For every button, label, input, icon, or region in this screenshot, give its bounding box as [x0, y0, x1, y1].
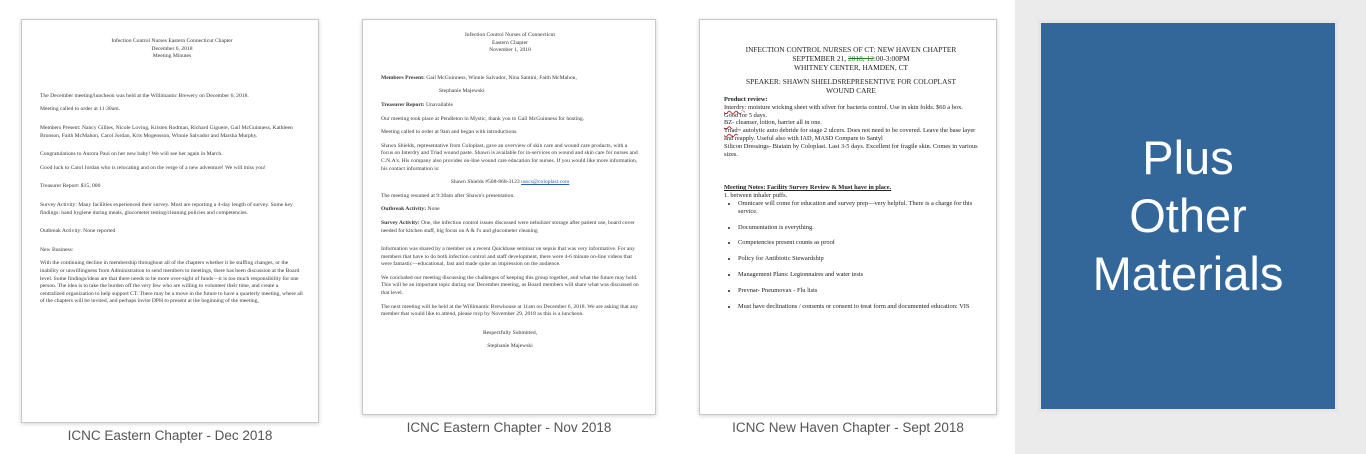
meeting-notes-label: Meeting Notes: Facility Survey Review & Must have in place. [724, 184, 892, 192]
notes-list [724, 200, 978, 310]
doc-paragraph: Congratulations to Aurora Paul on her new baby! We will see her again in March. [40, 151, 223, 158]
product-item [724, 143, 978, 159]
doc-caption: ICNC Eastern Chapter - Dec 2018 [67, 428, 273, 443]
document-thumbnail-nov-2018[interactable] [362, 19, 656, 415]
time-text: :00-3:00PM [873, 53, 910, 63]
product-item [724, 119, 978, 127]
product-text: : moisture wicking sheet with silver for bacteria control. Use in skin folds. $60 a box. Good for 5 days. [724, 103, 963, 119]
doc-header [724, 46, 978, 96]
date-strike-text: 2018, 12 [848, 53, 874, 63]
survey-line [381, 220, 639, 235]
product-text: - cleanser, lotion, barrier all in one. [732, 119, 822, 127]
product-name: Silicon Dressings [724, 142, 769, 150]
product-item [724, 127, 978, 143]
doc-paragraph: Meeting called to order at 11:30am. [40, 106, 120, 113]
doc-paragraph: Outbreak Activity: None reported [40, 228, 116, 235]
survey-label: Survey Activity: [381, 219, 420, 226]
doc-paragraph: New Business: [40, 246, 74, 253]
product-review-label: Product review: [724, 95, 768, 103]
plus-box-text [1093, 129, 1284, 303]
doc-paragraph: Good luck to Carol Jordan who is relocating and on the verge of a new adventure! We will miss you! [40, 164, 266, 171]
email-link[interactable]: usscs@coloplast.com [521, 179, 570, 186]
product-text: = autolytic auto debride for stage 2 ulcers. Does not need to be covered. Leave the base layer and reapply. Useful also with IAD, MASD Compare to Santyl [724, 127, 976, 142]
contact-line [381, 179, 639, 187]
document-thumbnail-dec-2018[interactable] [21, 19, 319, 423]
outbreak-label: Outbreak Activity: [381, 206, 427, 213]
product-name: Interdry [724, 103, 745, 111]
doc-paragraph: Our meeting took place at Pendleton in Mystic, thank you to Gail McGuinness for hosting. [381, 115, 585, 122]
doc-paragraph: Survey Activity: Many facilities experienced their survey. Most are reporting a 4-day length of survey. Some key findings: hand hygiene during meals, glucometer testing/cleaning policies and competencies. [40, 201, 293, 216]
doc-header [381, 32, 639, 55]
list-item: • Policy for Antibiotic Stewardship [738, 255, 978, 263]
doc-paragraph: With the continuing decline in membership throughout all of the chapters whether it be staffing changes, or the inability or unwillingness from Administration to send members to meetings, there has been discussion at the Board level. Some findings/ideas are that there needs to be more over-sight of funds—it is too much responsibility for one person. The idea is to take the burden off the very few who are willing to volunteer their time, and create a centralized organization to help support CT. There may be a move in the future to have a quarterly meeting, where all of the chapters will be invited, and perhaps invite DPH to present at the beginning of the meeting, [40, 260, 303, 305]
doc-header-line: Infection Control Nurses of Connecticut [464, 32, 556, 38]
signer-name: Stephanie Majewski [487, 343, 533, 350]
speaker-line: SPEAKER: SHAWN SHIELDSREPRESENTIVE FOR COLOPLAST [745, 77, 957, 87]
list-item: • Prevnar- Pneumovax - Flu lists [738, 287, 978, 295]
notes-first-line: 1. between inhaler puffs. [724, 192, 788, 200]
list-item: • Documentation is everything. [738, 224, 978, 232]
doc-header-line: Eastern Chapter [492, 39, 528, 46]
speaker-line: WOUND CARE [826, 86, 876, 96]
treasurer-label: Treasurer Report: [381, 101, 425, 108]
doc-header-line: WHITNEY CENTER, HAMDEN, CT [793, 62, 909, 72]
treasurer-text: Unavailable [425, 101, 453, 108]
doc-header-line: Infection Control Nurses Eastern Connecticut Chapter [111, 38, 233, 44]
treasurer-line [381, 102, 639, 110]
plus-box-line: Other [1129, 189, 1247, 242]
doc-paragraph: Members Present: Nancy Gillies, Nicole Loving, Kristen Rodman, Richard Giguere, Gail McGuinness, Kathleen Bronson, Faith McMahon, Carol Jordan, Kris Mogensson, Winnie Salvador and Marsha Murphy. [40, 124, 293, 139]
members-label: Members Present: [381, 74, 425, 81]
doc-paragraph: The meeting resumed at 9:30am after Shawn's presentation. [381, 192, 515, 199]
doc-paragraph: Information was shared by a member on a recent Quickbase seminar on sepsis that was very informative. For any members that have to do both infection control and staff development, there were 4-6 minute on-line videos that were fantastic—educational, fast and made quite an impression on the audience. [381, 246, 635, 268]
doc-paragraph: We concluded our meeting discussing the challenges of keeping this group together, and what the future may hold. This will be an important topic during our December meeting, as Board members will share what was discussed on that level. [381, 274, 639, 297]
list-item: • Must have declinations / consents or consent to treat form and documented education: VIS [738, 303, 978, 311]
doc-paragraph: Shawn Shields, representative from Coloplast, gave an overview of skin care and wound care products, with a focus on Interdry and Triad wound paste. Shawn is available for in-services on wound and skin care for nurses and C.N.A's. His company also provides on-line wound care education for nurses. If you would like more information, his contact information is: [381, 142, 638, 172]
product-text: - Biatain by Coloplast. Last 3-5 days. Excellent for fragile skin. Comes in various sizes. [724, 142, 978, 158]
plus-box-line: Plus [1142, 131, 1234, 184]
outbreak-text: None [427, 206, 440, 213]
plus-box-line: Materials [1092, 247, 1284, 300]
plus-other-materials-box[interactable] [1038, 20, 1338, 412]
doc-header-line: INFECTION CONTROL NURSES OF CT: NEW HAVEN CHAPTER [745, 45, 957, 54]
members-line [381, 75, 639, 83]
outbreak-line [381, 206, 639, 214]
doc-header-line: December 6, 2018 [151, 45, 193, 52]
doc-caption: ICNC Eastern Chapter - Nov 2018 [406, 420, 612, 435]
date-text: SEPTEMBER 21, [792, 53, 849, 63]
members-text: Stephanie Majewski [439, 88, 485, 95]
contact-text: Shawn Shields #508-868-3123 [450, 179, 520, 186]
doc-paragraph: The December meeting/luncheon was held at the Willimantic Brewery on December 6, 2018. [40, 92, 249, 99]
closing-text: Respectfully Submitted, [482, 329, 538, 336]
list-item: • Omnicare will come for education and survey prep—very helpful. There is a charge for this service. [738, 200, 978, 216]
document-thumbnail-sept-2018[interactable] [699, 19, 997, 415]
product-item [724, 104, 978, 120]
doc-caption: ICNC New Haven Chapter - Sept 2018 [732, 420, 964, 435]
doc-paragraph: Treasurer Report: $15, 000 [40, 183, 101, 190]
members-text: Gail McGuinness, Winnie Salvador, Nina Santini, Faith McMahon, [426, 74, 577, 81]
doc-body [381, 75, 639, 351]
doc-paragraph: The next meeting will be held at the Willimantic Brewhouse at 11am on December 6, 2018. We are asking that any member that would like to attend, please rsvp by November 29, 2018 as this is a luncheon. [381, 303, 639, 318]
list-item: • Competencies present counts as proof [738, 239, 978, 247]
doc-header-line: Meeting Minutes [152, 53, 192, 60]
doc-header [40, 38, 304, 61]
doc-body [724, 96, 978, 310]
product-name: BZ [724, 119, 733, 127]
survey-text: One, the infection control issues discussed were nebulizer storage after patient use, board cover needed for kitchen staff, big focus on A & I's and glucometer cleaning [381, 219, 635, 234]
list-item: • Management Plans: Legionnaires and water tests [738, 271, 978, 279]
doc-paragraph: Meeting called to order at 9am and began with introductions. [381, 129, 518, 136]
doc-body [40, 93, 304, 306]
doc-header-line: November 1, 2018 [489, 47, 531, 54]
product-name: Triad [724, 127, 738, 135]
